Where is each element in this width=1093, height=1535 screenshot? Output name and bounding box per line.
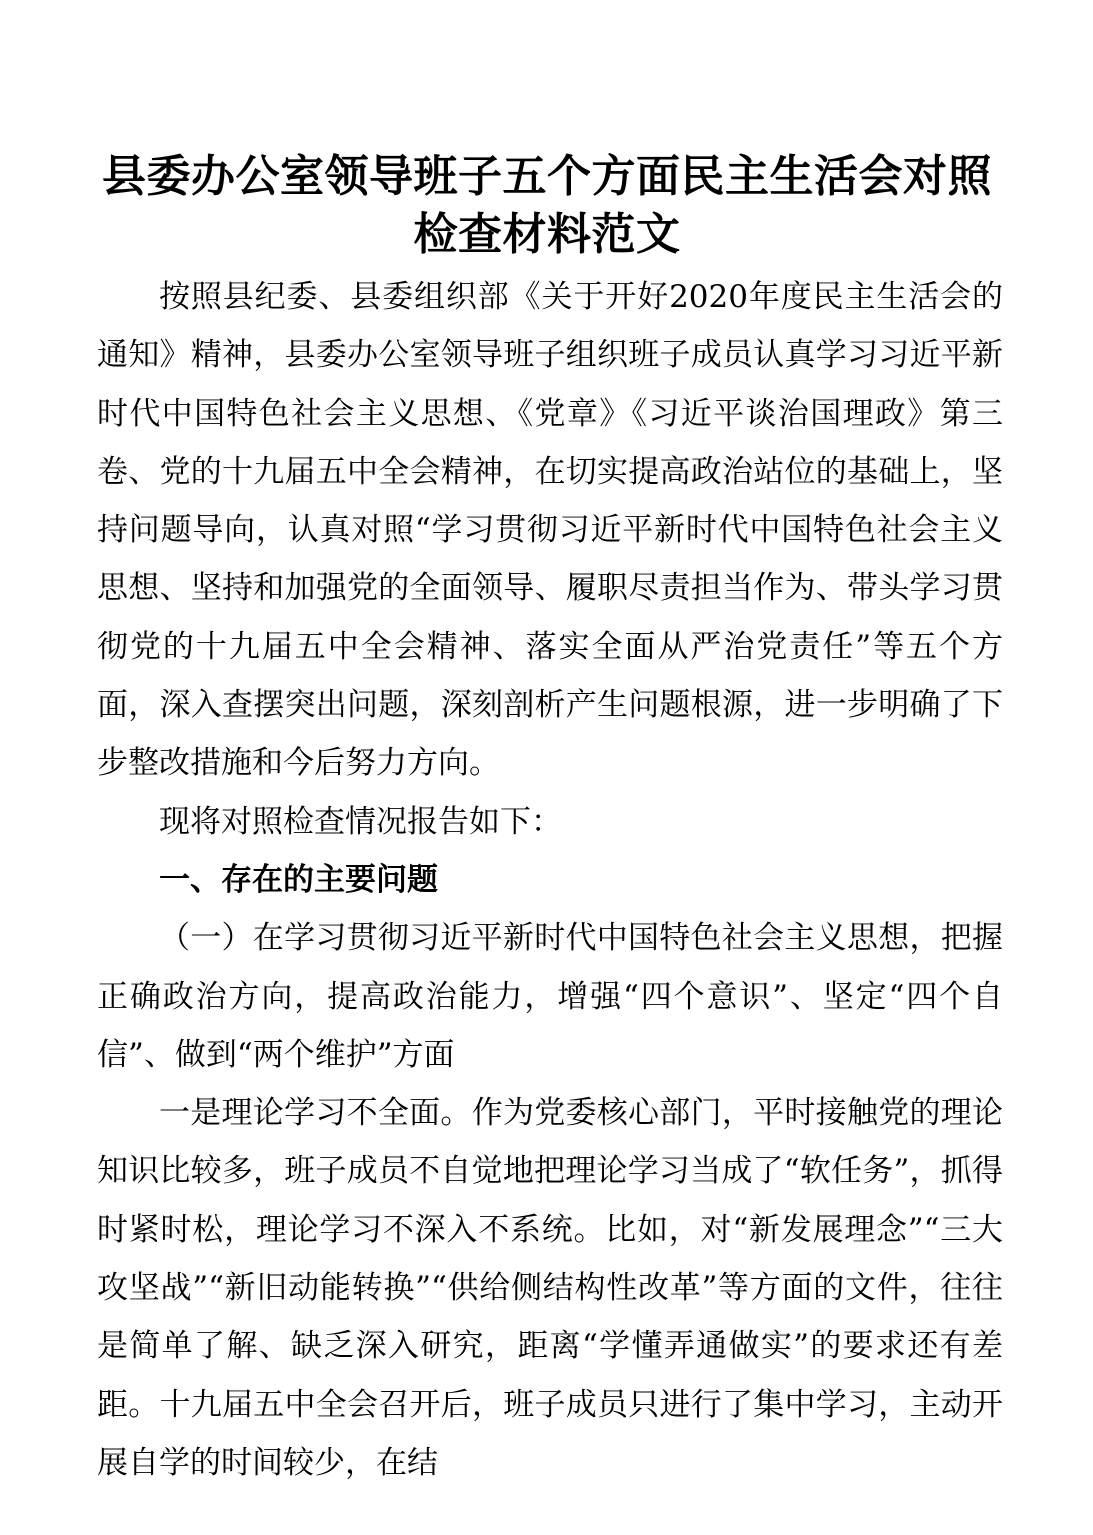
body-paragraph: 一是理论学习不全面。作为党委核心部门，平时接触党的理论知识比较多，班子成员不自觉地把理论学习当成了“软任务”，抓得时紧时松，理论学习不深入不系统。比如，对“新发展理念”“三大攻坚战”“新旧动能转换”“供给侧结构性改革”等方面的文件，往往是简单了解、缺乏深入研究，距离“学懂弄通做实”的要求还有差距。十九届五中全会召开后，班子成员只进行了集中学习，主动开展自学的时间较少，在结 [97,1095,1003,1481]
document-title: 县委办公室领导班子五个方面民主生活会对照检查材料范文 [102,151,992,260]
subsection-heading: （一）在学习贯彻习近平新时代中国特色社会主义思想，把握正确政治方向，提高政治能力，增强“四个意识”、坚定“四个自信”、做到“两个维护”方面 [97,920,1003,1073]
intro-paragraph: 按照县纪委、县委组织部《关于开好2020年度民主生活会的通知》精神，县委办公室领导班子组织班子成员认真学习习近平新时代中国特色社会主义思想、《党章》《习近平谈治国理政》第三卷、党的十九届五中全会精神，在切实提高政治站位的基础上，坚持问题导向，认真对照“学习贯彻习近平新时代中国特色社会主义思想、坚持和加强党的全面领导、履职尽责担当作为、带头学习贯彻党的十九届五中全会精神、落实全面从严治党责任”等五个方面，深入查摆突出问题，深刻剖析产生问题根源，进一步明确了下步整改措施和今后努力方向。 [97,279,1003,782]
document-body [97,268,1003,1492]
report-lead-paragraph: 现将对照检查情况报告如下： [159,803,562,840]
section-heading: 一、存在的主要问题 [159,861,438,898]
